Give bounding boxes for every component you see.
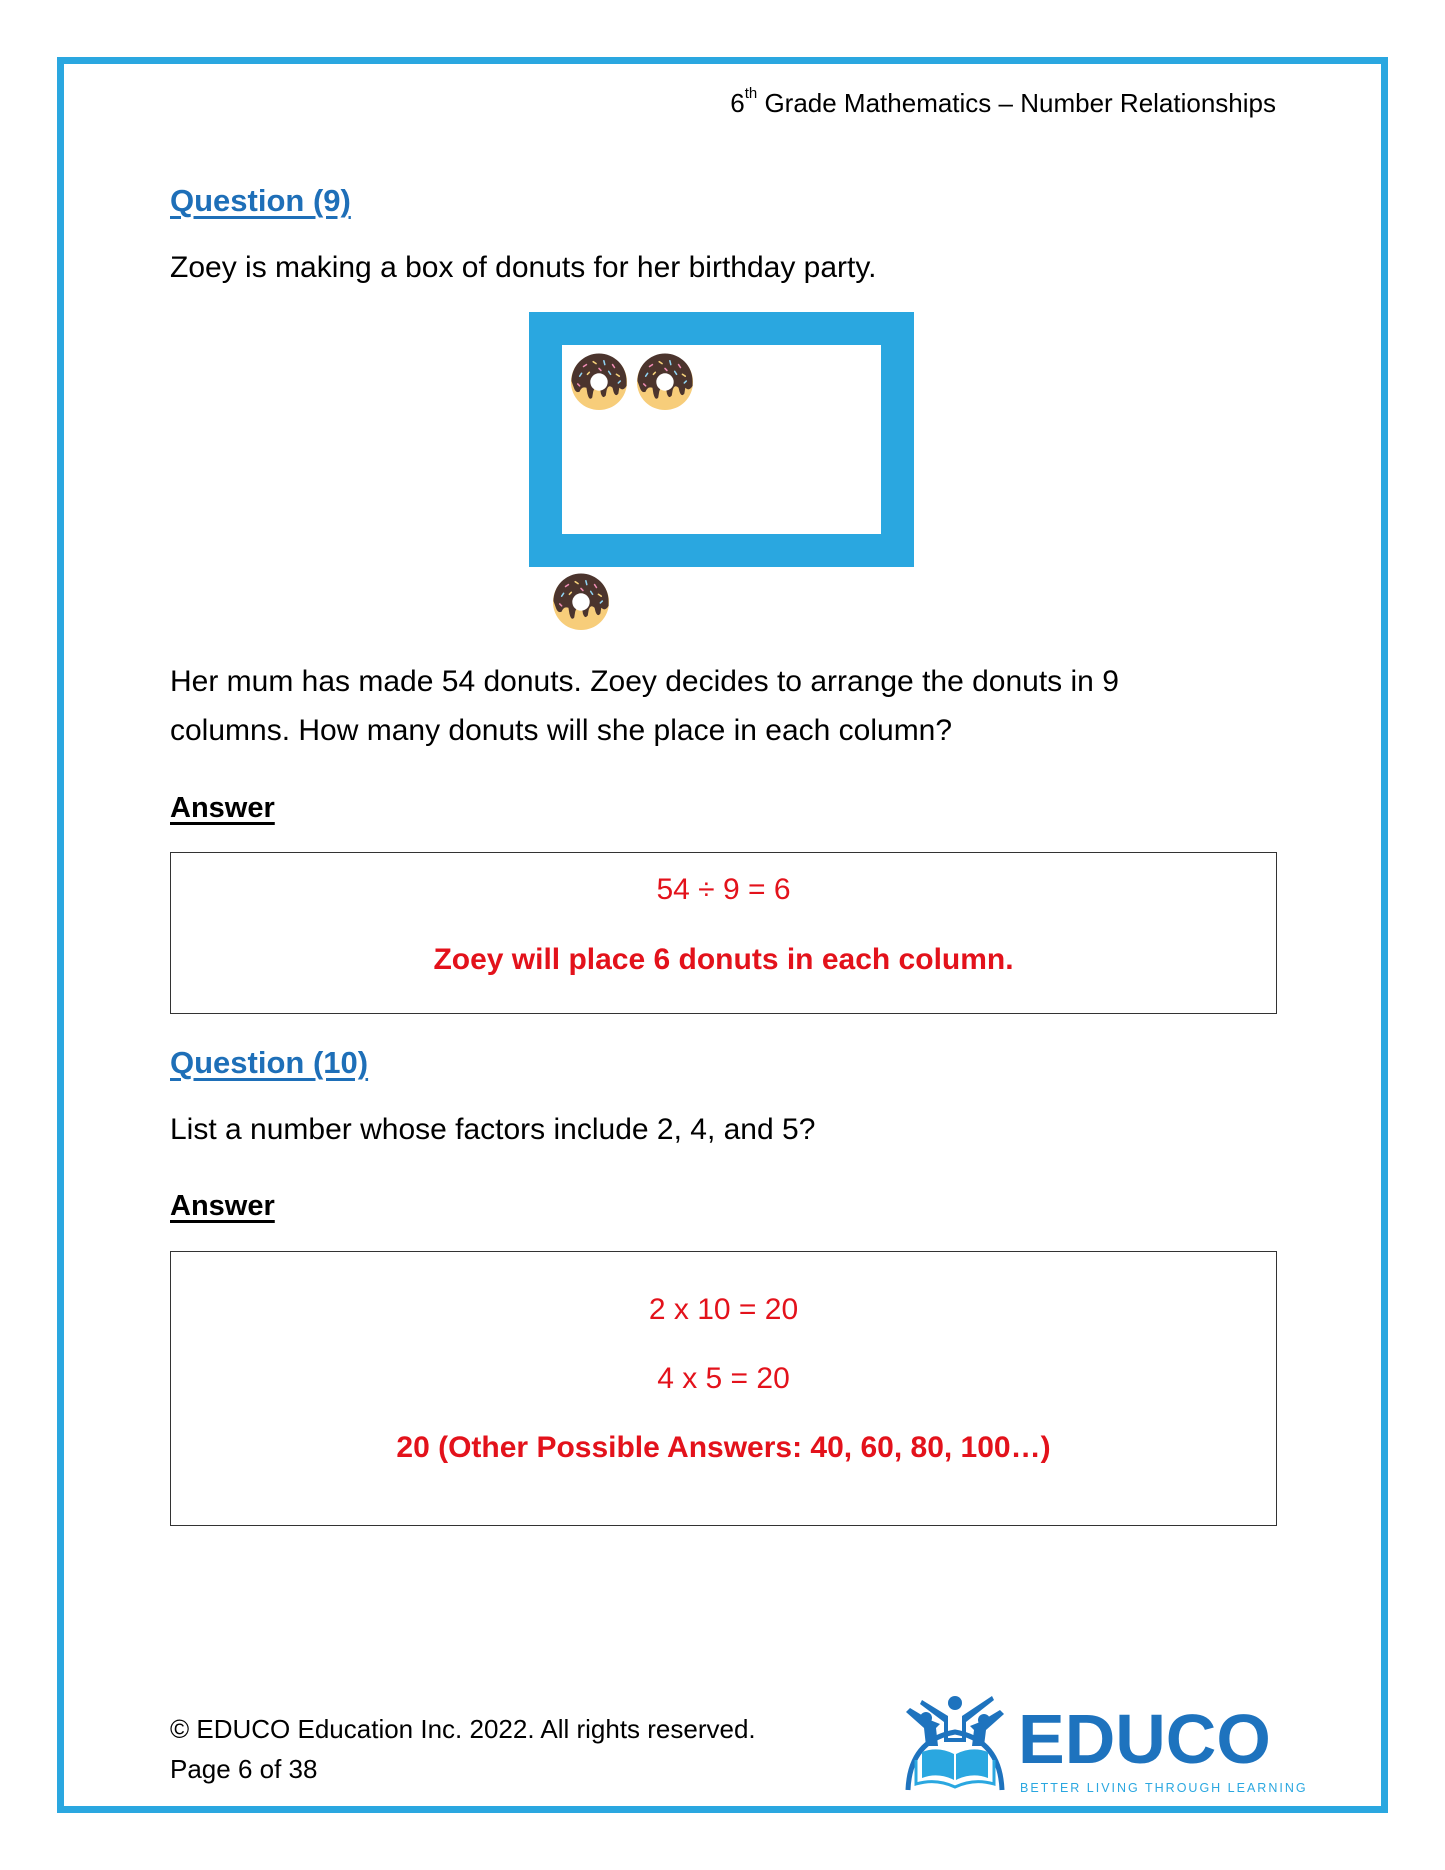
header-grade-number: 6 bbox=[730, 88, 745, 118]
header-title: Grade Mathematics – Number Relationships bbox=[757, 88, 1276, 118]
educo-logo-wordmark: EDUCO bbox=[1018, 1700, 1271, 1778]
question-9-text-line-1: Her mum has made 54 donuts. Zoey decides to arrange the donuts in 9 bbox=[170, 665, 1119, 698]
question-9-answer-equation: 54 ÷ 9 = 6 bbox=[656, 873, 791, 906]
question-9-answer-box bbox=[170, 852, 1277, 1014]
question-9-intro: Zoey is making a box of donuts for her birthday party. bbox=[170, 251, 877, 284]
question-10-answer-line-2: 4 x 5 = 20 bbox=[657, 1362, 790, 1395]
page-header bbox=[730, 85, 1276, 119]
question-10-answer-line-3: 20 (Other Possible Answers: 40, 60, 80, 100…) bbox=[396, 1431, 1051, 1464]
question-9-answer-label: Answer bbox=[170, 792, 275, 824]
question-10-answer-line-1: 2 x 10 = 20 bbox=[648, 1293, 799, 1326]
question-10-answer-box bbox=[170, 1251, 1277, 1526]
question-9-answer-statement: Zoey will place 6 donuts in each column. bbox=[433, 943, 1014, 976]
donut-icon bbox=[552, 573, 610, 631]
donut-icon bbox=[570, 353, 628, 411]
educo-logo-icon bbox=[900, 1690, 1010, 1795]
educo-logo bbox=[900, 1690, 1308, 1798]
educo-logo-tagline: BETTER LIVING THROUGH LEARNING bbox=[1020, 1781, 1308, 1795]
footer-copyright: © EDUCO Education Inc. 2022. All rights reserved. bbox=[170, 1714, 756, 1744]
question-10-title: Question (10) bbox=[170, 1045, 369, 1080]
header-grade-suffix: th bbox=[744, 85, 758, 102]
question-10-text: List a number whose factors include 2, 4, and 5? bbox=[170, 1113, 816, 1146]
question-9-text-line-2: columns. How many donuts will she place in each column? bbox=[170, 714, 953, 747]
donut-icon bbox=[636, 353, 694, 411]
footer-page-number: Page 6 of 38 bbox=[170, 1754, 318, 1784]
donut-box-illustration bbox=[529, 312, 914, 567]
question-9-title: Question (9) bbox=[170, 183, 351, 218]
question-10-answer-label: Answer bbox=[170, 1190, 275, 1222]
